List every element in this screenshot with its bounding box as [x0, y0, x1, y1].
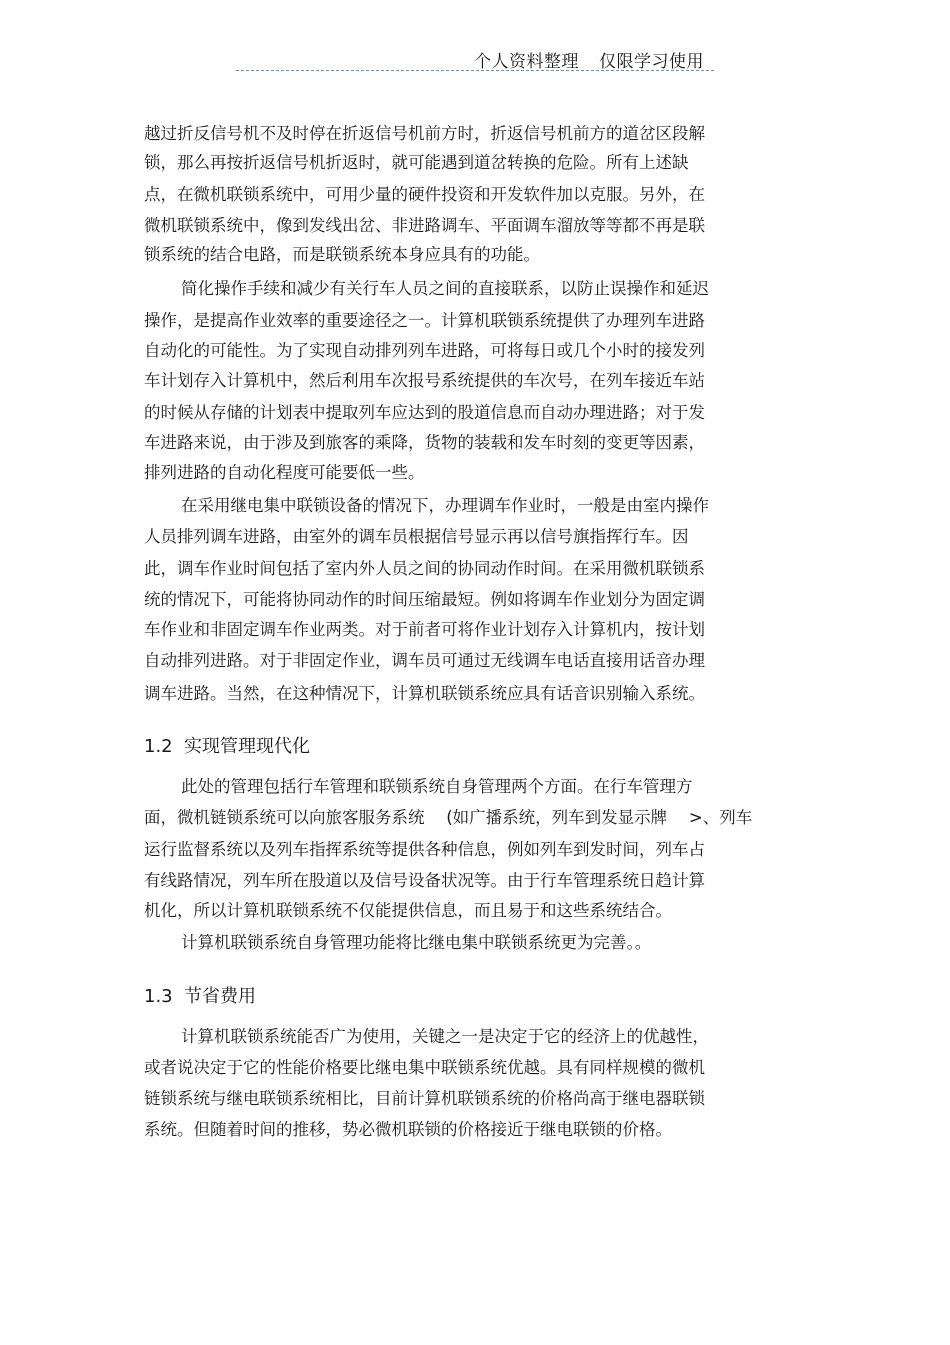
paragraph-line: 在采用继电集中联锁设备的情况下，办理调车作业时，一般是由室内操作 [181, 496, 709, 515]
paragraph-line: 微机联锁系统中，像到发线出岔、非进路调车、平面调车溜放等等都不再是联 [144, 216, 705, 235]
paragraph-line: 排列进路的自动化程度可能要低一些。 [144, 463, 425, 482]
paragraph-line: 操作，是提高作业效率的重要途径之一。计算机联锁系统提供了办理列车进路 [144, 311, 705, 330]
paragraph-line: 链锁系统与继电联锁系统相比，目前计算机联锁系统的价格尚高于继电器联锁 [144, 1089, 705, 1108]
paragraph-line: 有线路情况，列车所在股道以及信号设备状况等。由于行车管理系统日趋计算 [144, 871, 705, 890]
paragraph-line: 自动化的可能性。为了实现自动排列列车进路，可将每日或几个小时的接发列 [144, 341, 705, 360]
paragraph-line: 此处的管理包括行车管理和联锁系统自身管理两个方面。在行车管理方 [181, 777, 693, 796]
paragraph-line: 锁，那么再按折返信号机折返时，就可能遇到道岔转换的危险。所有上述缺 [144, 153, 689, 172]
section-number: 1.3 [144, 986, 173, 1007]
section-title: 节省费用 [184, 986, 256, 1007]
paragraph-line: 系统。但随着时间的推移，势必微机联锁的价格接近于继电联锁的价格。 [144, 1120, 672, 1139]
paragraph-line: 点，在微机联锁系统中，可用少量的硬件投资和开发软件加以克服。另外，在 [144, 185, 705, 204]
paragraph-line: 计算机联锁系统能否广为使用，关键之一是决定于它的经济上的优越性， [181, 1027, 709, 1046]
paragraph-line: 简化操作手续和减少有关行车人员之间的直接联系，以防止误操作和延迟 [181, 279, 709, 298]
header-dashed-rule [236, 70, 714, 71]
section-heading [144, 736, 310, 758]
section-number: 1.2 [144, 736, 173, 757]
paragraph-line: 自动排列进路。对于非固定作业，调车员可通过无线调车电话直接用话音办理 [144, 651, 705, 670]
section-heading [144, 986, 256, 1008]
paragraph-line: 车作业和非固定调车作业两类。对于前者可将作业计划存入计算机内，按计划 [144, 620, 705, 639]
paragraph-line: 面，微机链锁系统可以向旅客服务系统 (如广播系统，列车到发显示牌 >、列车 [144, 808, 753, 827]
paragraph-line: 车进路来说，由于涉及到旅客的乘降，货物的装载和发车时刻的变更等因素， [144, 433, 705, 452]
paragraph-line: 机化，所以计算机联锁系统不仅能提供信息，而且易于和这些系统结合。 [144, 901, 672, 920]
page-header [474, 47, 704, 72]
header-left-text: 个人资料整理 [474, 52, 579, 72]
paragraph-line: 的时候从存储的计划表中提取列车应达到的股道信息而自动办理进路；对于发 [144, 403, 705, 422]
paragraph-line: 或者说决定于它的性能价格要比继电集中联锁系统优越。具有同样规模的微机 [144, 1058, 705, 1077]
paragraph-line: 人员排列调车进路，由室外的调车员根据信号显示再以信号旗指挥行车。因 [144, 527, 689, 546]
paragraph-line: 统的情况下，可能将协同动作的时间压缩最短。例如将调车作业划分为固定调 [144, 590, 705, 609]
paragraph-line: 越过折反信号机不及时停在折返信号机前方时，折返信号机前方的道岔区段解 [144, 124, 705, 143]
section-title: 实现管理现代化 [184, 736, 310, 757]
header-right-text: 仅限学习使用 [599, 52, 704, 72]
paragraph-line: 车计划存入计算机中，然后利用车次报号系统提供的车次号，在列车接近车站 [144, 371, 705, 390]
paragraph-line: 锁系统的结合电路，而是联锁系统本身应具有的功能。 [144, 245, 540, 264]
paragraph-line: 运行监督系统以及列车指挥系统等提供各种信息，例如列车到发时间，列车占 [144, 840, 705, 859]
paragraph-line: 此，调车作业时间包括了室内外人员之间的协同动作时间。在采用微机联锁系 [144, 559, 705, 578]
paragraph-line: 计算机联锁系统自身管理功能将比继电集中联锁系统更为完善。。 [181, 933, 652, 952]
paragraph-line: 调车进路。当然，在这种情况下，计算机联锁系统应具有话音识别输入系统。 [144, 684, 705, 703]
